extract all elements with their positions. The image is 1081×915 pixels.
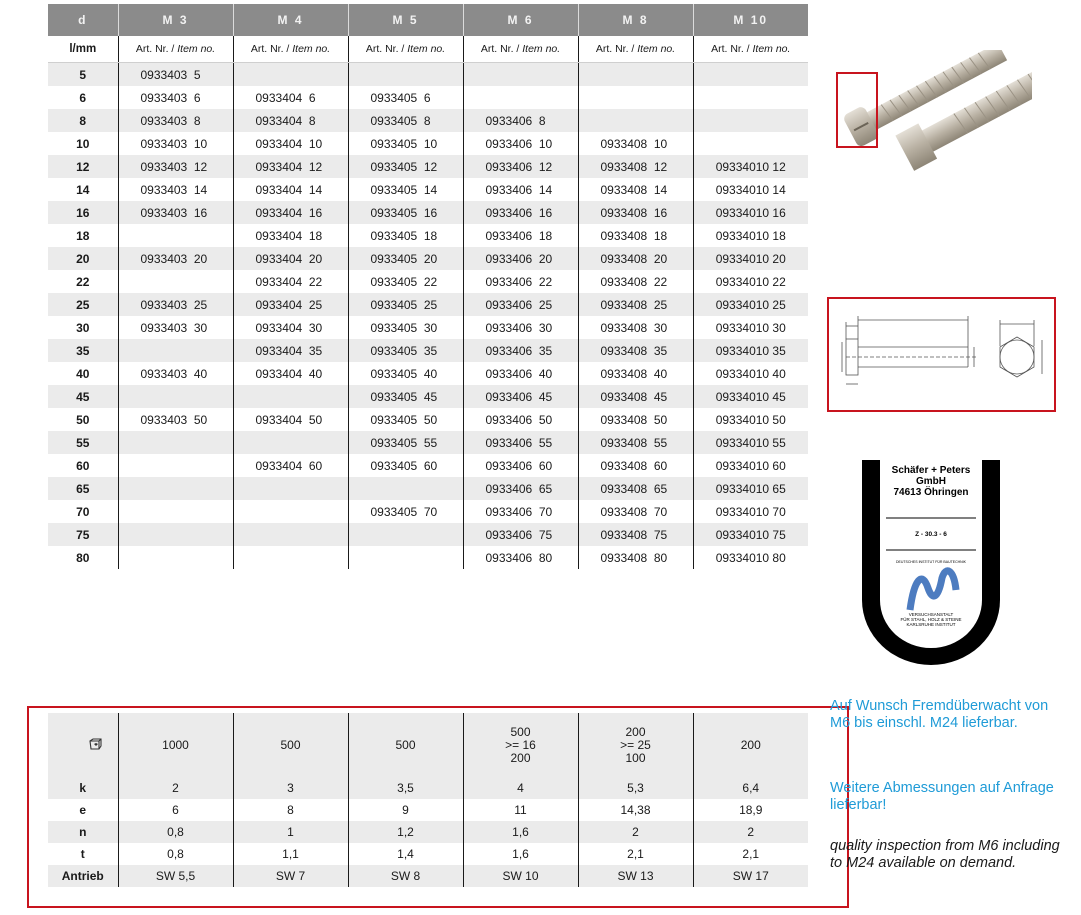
table-row (48, 293, 808, 316)
item-number-cell: 09334010 75 (693, 523, 808, 546)
item-number-cell (233, 523, 348, 546)
property-label: t (80, 847, 85, 861)
item-number-cell: 0933403 5 (118, 63, 233, 87)
item-number-cell: 0933406 14 (463, 178, 578, 201)
item-number-cell (693, 86, 808, 109)
item-number-cell: 0933404 30 (233, 316, 348, 339)
table-row (48, 500, 808, 523)
item-number-cell: 09334010 50 (693, 408, 808, 431)
item-number-cell (348, 477, 463, 500)
item-number-cell: 0933408 50 (578, 408, 693, 431)
item-number-cell: 0933406 25 (463, 293, 578, 316)
property-value: SW 10 (463, 865, 578, 887)
property-value: 5,3 (578, 777, 693, 799)
item-number-cell: 0933406 60 (463, 454, 578, 477)
packaging-qty-cell: 1000 (118, 713, 233, 777)
subheader-item-no: Art. Nr. / Item no. (348, 36, 463, 63)
header-m6: M 6 (463, 4, 578, 36)
property-label: Antrieb (48, 865, 118, 887)
item-number-cell: 0933406 16 (463, 201, 578, 224)
property-value: 8 (233, 799, 348, 821)
item-number-cell (233, 546, 348, 569)
property-value: 2 (578, 821, 693, 843)
table-row (48, 109, 808, 132)
item-number-cell: 0933404 20 (233, 247, 348, 270)
length-cell: 16 (48, 201, 118, 224)
property-value: 1 (233, 821, 348, 843)
property-label: n (48, 821, 118, 843)
property-value: 2 (693, 821, 808, 843)
cert-agency-2: FÜR STAHL, HOLZ & STEINE (900, 617, 962, 622)
property-value: 2,1 (693, 843, 808, 865)
length-cell: 30 (48, 316, 118, 339)
item-number-cell: 09334010 45 (693, 385, 808, 408)
item-number-cell: 0933404 18 (233, 224, 348, 247)
property-value: 1,6 (463, 821, 578, 843)
property-value: 1,6 (463, 843, 578, 865)
property-value: 14,38 (578, 799, 693, 821)
item-number-cell: 09334010 80 (693, 546, 808, 569)
item-number-cell: 0933405 8 (348, 109, 463, 132)
item-number-cell (118, 500, 233, 523)
packaging-qty-cell: 200 >= 25 100 (578, 713, 693, 777)
property-value: SW 17 (693, 865, 808, 887)
property-value: 2,1 (578, 843, 693, 865)
header-m4: M 4 (233, 4, 348, 36)
article-number-table (48, 4, 808, 569)
item-number-cell: 0933403 6 (118, 86, 233, 109)
item-number-cell: 0933406 35 (463, 339, 578, 362)
item-number-cell: 0933408 75 (578, 523, 693, 546)
item-number-cell: 0933404 6 (233, 86, 348, 109)
length-cell: 18 (48, 224, 118, 247)
item-number-cell: 0933403 12 (118, 155, 233, 178)
item-number-cell: 09334010 18 (693, 224, 808, 247)
item-number-cell (348, 63, 463, 87)
length-cell: 22 (48, 270, 118, 293)
length-cell: 50 (48, 408, 118, 431)
length-cell: 65 (48, 477, 118, 500)
item-number-cell: 09334010 14 (693, 178, 808, 201)
length-cell: 45 (48, 385, 118, 408)
table-row (48, 247, 808, 270)
item-number-cell (118, 224, 233, 247)
item-number-cell: 0933403 25 (118, 293, 233, 316)
item-number-cell: 0933406 55 (463, 431, 578, 454)
length-cell: 8 (48, 109, 118, 132)
subheader-item-no: Art. Nr. / Item no. (693, 36, 808, 63)
length-cell: 75 (48, 523, 118, 546)
table-row (48, 477, 808, 500)
item-number-cell: 0933403 40 (118, 362, 233, 385)
item-number-cell: 0933408 16 (578, 201, 693, 224)
property-label: e (79, 803, 87, 817)
item-number-cell: 0933404 40 (233, 362, 348, 385)
item-number-cell: 0933405 12 (348, 155, 463, 178)
size-header-row (48, 4, 808, 36)
property-value: 18,9 (693, 799, 808, 821)
table-row (48, 178, 808, 201)
item-number-cell (348, 546, 463, 569)
property-value: SW 13 (578, 865, 693, 887)
cert-city: 74613 Öhringen (893, 487, 969, 498)
item-number-cell: 0933408 70 (578, 500, 693, 523)
item-number-cell (578, 86, 693, 109)
length-cell: 10 (48, 132, 118, 155)
property-value: 3 (233, 777, 348, 799)
item-number-cell: 0933408 12 (578, 155, 693, 178)
length-cell: 70 (48, 500, 118, 523)
item-number-cell: 0933408 60 (578, 454, 693, 477)
item-number-cell: 0933405 16 (348, 201, 463, 224)
technical-drawing (832, 302, 1052, 407)
item-number-cell: 09334010 65 (693, 477, 808, 500)
item-number-cell: 0933403 20 (118, 247, 233, 270)
table-row (48, 270, 808, 293)
item-number-cell: 0933403 10 (118, 132, 233, 155)
item-number-cell: 0933404 22 (233, 270, 348, 293)
item-number-cell: 0933406 10 (463, 132, 578, 155)
item-number-cell: 0933406 70 (463, 500, 578, 523)
property-label: k (48, 777, 118, 799)
item-number-cell: 09334010 16 (693, 201, 808, 224)
item-number-cell: 0933408 25 (578, 293, 693, 316)
item-number-cell (463, 63, 578, 87)
note-further-sizes: Weitere Abmessungen auf Anfrage lieferbar! (830, 780, 1054, 813)
item-number-cell: 0933406 65 (463, 477, 578, 500)
property-value: 0,8 (118, 821, 233, 843)
item-number-cell: 09334010 20 (693, 247, 808, 270)
item-number-cell: 0933406 20 (463, 247, 578, 270)
item-number-cell: 0933405 18 (348, 224, 463, 247)
packaging-qty-cell: 200 (693, 713, 808, 777)
cert-small-line: DEUTSCHES INSTITUT FÜR BAUTECHNIK (896, 560, 966, 564)
item-number-cell: 09334010 22 (693, 270, 808, 293)
header-m5: M 5 (348, 4, 463, 36)
item-number-cell: 0933404 16 (233, 201, 348, 224)
item-number-cell: 0933408 40 (578, 362, 693, 385)
table-row (48, 339, 808, 362)
item-number-cell: 0933405 50 (348, 408, 463, 431)
item-number-cell: 0933408 80 (578, 546, 693, 569)
item-number-cell: 0933406 8 (463, 109, 578, 132)
header-d: d (48, 4, 118, 36)
subheader-item-no: Art. Nr. / Item no. (463, 36, 578, 63)
item-number-cell: 0933406 22 (463, 270, 578, 293)
item-number-cell: 0933405 70 (348, 500, 463, 523)
item-number-cell (233, 500, 348, 523)
item-number-cell: 0933408 14 (578, 178, 693, 201)
item-number-cell: 0933405 6 (348, 86, 463, 109)
item-number-cell: 0933404 14 (233, 178, 348, 201)
head-highlight-box (836, 72, 878, 148)
item-number-cell (463, 86, 578, 109)
property-value: 11 (463, 799, 578, 821)
length-cell: 12 (48, 155, 118, 178)
table-row (48, 362, 808, 385)
table-row (48, 86, 808, 109)
table-row (48, 385, 808, 408)
item-number-cell: 0933408 10 (578, 132, 693, 155)
subheader-item-no: Art. Nr. / Item no. (118, 36, 233, 63)
item-number-cell: 0933405 60 (348, 454, 463, 477)
table-row (48, 224, 808, 247)
item-number-cell: 09334010 30 (693, 316, 808, 339)
item-number-cell: 09334010 70 (693, 500, 808, 523)
item-number-cell: 0933405 20 (348, 247, 463, 270)
item-number-cell (118, 339, 233, 362)
item-number-cell: 0933406 80 (463, 546, 578, 569)
item-number-cell: 09334010 55 (693, 431, 808, 454)
item-number-cell (348, 523, 463, 546)
note-quality-inspection: quality inspection from M6 including to M24 available on demand. (830, 838, 1060, 871)
length-cell: 5 (48, 63, 118, 87)
item-number-cell: 09334010 40 (693, 362, 808, 385)
item-number-cell (118, 523, 233, 546)
cert-company: Schäfer + Peters (891, 465, 971, 476)
item-number-cell: 0933404 50 (233, 408, 348, 431)
item-number-cell: 0933403 30 (118, 316, 233, 339)
header-m3: M 3 (118, 4, 233, 36)
property-value: SW 7 (233, 865, 348, 887)
subheader-item-no: Art. Nr. / Item no. (233, 36, 348, 63)
item-number-cell: 0933405 55 (348, 431, 463, 454)
item-number-cell: 0933405 30 (348, 316, 463, 339)
item-number-cell: 09334010 25 (693, 293, 808, 316)
cert-code: Z - 30.3 - 6 (915, 531, 947, 538)
header-m8: M 8 (578, 4, 693, 36)
item-number-cell: 09334010 12 (693, 155, 808, 178)
item-number-cell: 09334010 35 (693, 339, 808, 362)
item-number-cell: 0933408 18 (578, 224, 693, 247)
item-number-cell: 0933408 55 (578, 431, 693, 454)
item-number-cell: 0933404 35 (233, 339, 348, 362)
property-value: 9 (348, 799, 463, 821)
item-number-cell: 0933404 25 (233, 293, 348, 316)
item-number-cell (118, 454, 233, 477)
property-value: 2 (118, 777, 233, 799)
certification-mark (862, 460, 1000, 665)
subheader-row (48, 36, 808, 63)
table-row (48, 546, 808, 569)
cert-agency-3: KARLSRUHE INSTITUT (906, 622, 956, 627)
item-number-cell: 0933406 12 (463, 155, 578, 178)
properties-highlight-box (27, 706, 849, 908)
subheader-length: l/mm (48, 36, 118, 63)
item-number-cell (233, 477, 348, 500)
table-row (48, 155, 808, 178)
item-number-cell: 0933408 30 (578, 316, 693, 339)
item-number-cell (233, 63, 348, 87)
cert-agency-1: VERSUCHSANSTALT (908, 612, 954, 617)
item-number-cell: 0933405 40 (348, 362, 463, 385)
item-number-cell (578, 63, 693, 87)
property-value: 1,4 (348, 843, 463, 865)
length-cell: 20 (48, 247, 118, 270)
length-cell: 80 (48, 546, 118, 569)
table-row (48, 408, 808, 431)
length-cell: 55 (48, 431, 118, 454)
item-number-cell: 0933405 22 (348, 270, 463, 293)
item-number-cell: 0933404 60 (233, 454, 348, 477)
property-value: 0,8 (118, 843, 233, 865)
property-value: 3,5 (348, 777, 463, 799)
length-cell: 60 (48, 454, 118, 477)
item-number-cell: 0933403 14 (118, 178, 233, 201)
item-number-cell (693, 63, 808, 87)
item-number-cell (578, 109, 693, 132)
item-number-cell: 0933403 8 (118, 109, 233, 132)
cert-company-form: GmbH (916, 476, 946, 487)
property-value: 1,2 (348, 821, 463, 843)
item-number-cell: 0933408 65 (578, 477, 693, 500)
item-number-cell (693, 109, 808, 132)
table-row (48, 431, 808, 454)
length-cell: 40 (48, 362, 118, 385)
property-value: SW 8 (348, 865, 463, 887)
note-external-monitoring: Auf Wunsch Fremdüberwacht von M6 bis einschl. M24 lieferbar. (830, 698, 1049, 731)
item-number-cell: 0933403 50 (118, 408, 233, 431)
property-value: SW 5,5 (118, 865, 233, 887)
item-number-cell: 0933405 25 (348, 293, 463, 316)
item-number-cell: 0933404 12 (233, 155, 348, 178)
item-number-cell: 09334010 60 (693, 454, 808, 477)
table-row (48, 201, 808, 224)
table-row (48, 132, 808, 155)
item-number-cell: 0933408 45 (578, 385, 693, 408)
item-number-cell: 0933408 22 (578, 270, 693, 293)
item-number-cell: 0933404 8 (233, 109, 348, 132)
item-number-cell (233, 431, 348, 454)
item-number-cell: 0933406 30 (463, 316, 578, 339)
property-value: 4 (463, 777, 578, 799)
item-number-cell: 0933408 20 (578, 247, 693, 270)
item-number-cell: 0933405 35 (348, 339, 463, 362)
item-number-cell: 0933406 40 (463, 362, 578, 385)
table-row (48, 63, 808, 87)
table-row (48, 316, 808, 339)
item-number-cell: 0933404 10 (233, 132, 348, 155)
item-number-cell (118, 477, 233, 500)
table-row (48, 523, 808, 546)
property-value: 6 (118, 799, 233, 821)
length-cell: 25 (48, 293, 118, 316)
item-number-cell: 0933403 16 (118, 201, 233, 224)
item-number-cell (118, 270, 233, 293)
length-cell: 14 (48, 178, 118, 201)
packaging-qty-cell: 500 (233, 713, 348, 777)
item-number-cell: 0933406 50 (463, 408, 578, 431)
item-number-cell (693, 132, 808, 155)
item-number-cell: 0933406 18 (463, 224, 578, 247)
item-number-cell: 0933405 10 (348, 132, 463, 155)
packaging-qty-cell: 500 (348, 713, 463, 777)
length-cell: 35 (48, 339, 118, 362)
packaging-qty-cell: 500 >= 16 200 (463, 713, 578, 777)
item-number-cell: 0933405 45 (348, 385, 463, 408)
item-number-cell (233, 385, 348, 408)
item-number-cell: 0933406 75 (463, 523, 578, 546)
item-number-cell (118, 431, 233, 454)
header-m10: M 10 (693, 4, 808, 36)
subheader-item-no: Art. Nr. / Item no. (578, 36, 693, 63)
item-number-cell: 0933405 14 (348, 178, 463, 201)
table-row (48, 454, 808, 477)
property-value: 1,1 (233, 843, 348, 865)
item-number-cell (118, 546, 233, 569)
item-number-cell: 0933408 35 (578, 339, 693, 362)
item-number-cell (118, 385, 233, 408)
item-number-cell: 0933406 45 (463, 385, 578, 408)
length-cell: 6 (48, 86, 118, 109)
property-value: 6,4 (693, 777, 808, 799)
